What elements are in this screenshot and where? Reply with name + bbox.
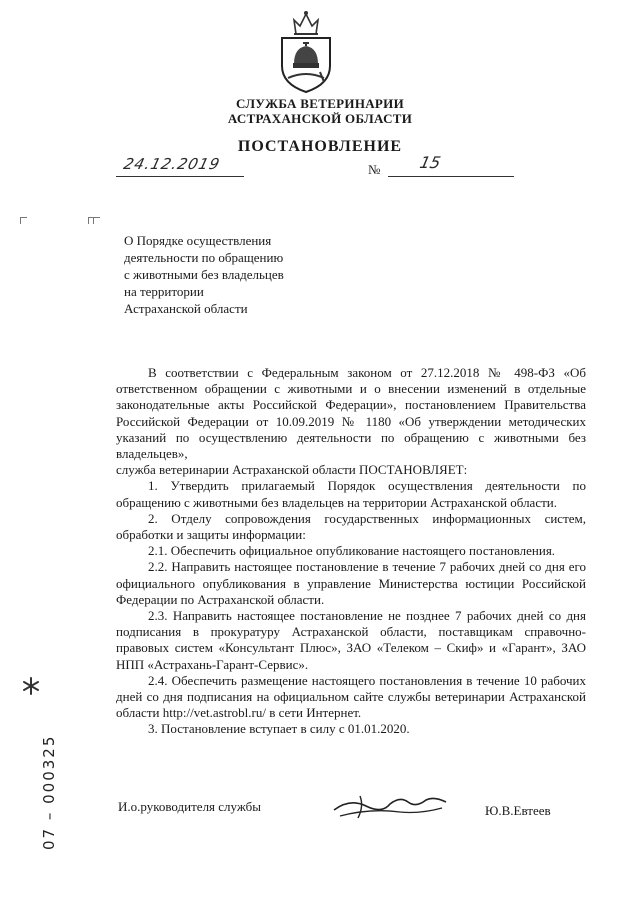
margin-asterisk-mark xyxy=(22,676,40,696)
clause-paragraph: 2.1. Обеспечить официальное опубликование настоящего постановления. xyxy=(148,543,556,559)
signatory-name: Ю.В.Евтеев xyxy=(485,803,551,818)
subject-line: деятельности по обращению xyxy=(124,250,284,265)
resolution-paragraph: служба ветеринарии Астраханской области ПОСТАНОВЛЯЕТ: xyxy=(116,462,468,478)
corner-mark xyxy=(93,217,100,224)
handwritten-signature xyxy=(330,786,450,826)
document-subject xyxy=(124,232,384,317)
document-type-heading: ПОСТАНОВЛЕНИЕ xyxy=(237,138,403,155)
clause-paragraph: 3. Постановление вступает в силу с 01.01.2020. xyxy=(148,721,410,737)
corner-mark xyxy=(20,217,27,224)
number-sign: № xyxy=(368,162,381,177)
org-name-line1: СЛУЖБА ВЕТЕРИНАРИИ xyxy=(235,96,404,111)
subject-line: с животными без владельцев xyxy=(124,267,284,282)
margin-registration-number: 07 – 000325 xyxy=(40,734,58,850)
document-number: 15 xyxy=(417,153,443,172)
subject-line: О Порядке осуществления xyxy=(124,233,272,248)
preamble-paragraph: В соответствии с Федеральным законом от 27.12.2018 № 498-ФЗ «Об ответственном обращении с животными и о внесении изменений в отдельные законодательные акты Российской Федерации», постановлением Правительства Российской Федерации от 10.09.2019 № 1180 «Об утверждении методических указаний по осуществлению деятельности по обращению с животными без владельцев», xyxy=(116,365,586,462)
number-underline xyxy=(388,160,514,177)
clause-paragraph: 2.3. Направить настоящее постановление не позднее 7 рабочих дней со дня подписания в прокуратуру Астраханской области, поставщикам справочно-правовых систем «Консультант Плюс», ЗАО «Телеком – Скиф» и «Гарант», ЗАО НПП «Астрахань-Гарант-Сервис». xyxy=(116,608,586,672)
clause-paragraph: 2.4. Обеспечить размещение настоящего постановления в течение 10 рабочих дней со дня подписания на официальном сайте службы ветеринарии Астраханской области http://vet.astrobl.ru/ в сети Интернет. xyxy=(116,672,586,721)
clause-paragraph: 2. Отделу сопровождения государственных информационных систем, обработки и защиты информации: xyxy=(116,510,586,543)
subject-line: на территории xyxy=(124,284,204,299)
signatory-title: И.о.руководителя службы xyxy=(118,799,262,814)
org-name-line2: АСТРАХАНСКОЙ ОБЛАСТИ xyxy=(227,111,413,126)
coat-of-arms-emblem xyxy=(270,8,342,94)
subject-line: Астраханской области xyxy=(124,301,248,316)
clause-paragraph: 2.2. Направить настоящее постановление в течение 7 рабочих дней со дня его официального опубликования в управление Министерства юстиции Российской Федерации по Астраханской области. xyxy=(116,559,586,607)
document-body xyxy=(116,365,586,738)
document-date: 24.12.2019 xyxy=(121,155,223,173)
clause-paragraph: 1. Утвердить прилагаемый Порядок осуществления деятельности по обращению с животными без владельцев на территории Астраханской области. xyxy=(116,478,586,510)
